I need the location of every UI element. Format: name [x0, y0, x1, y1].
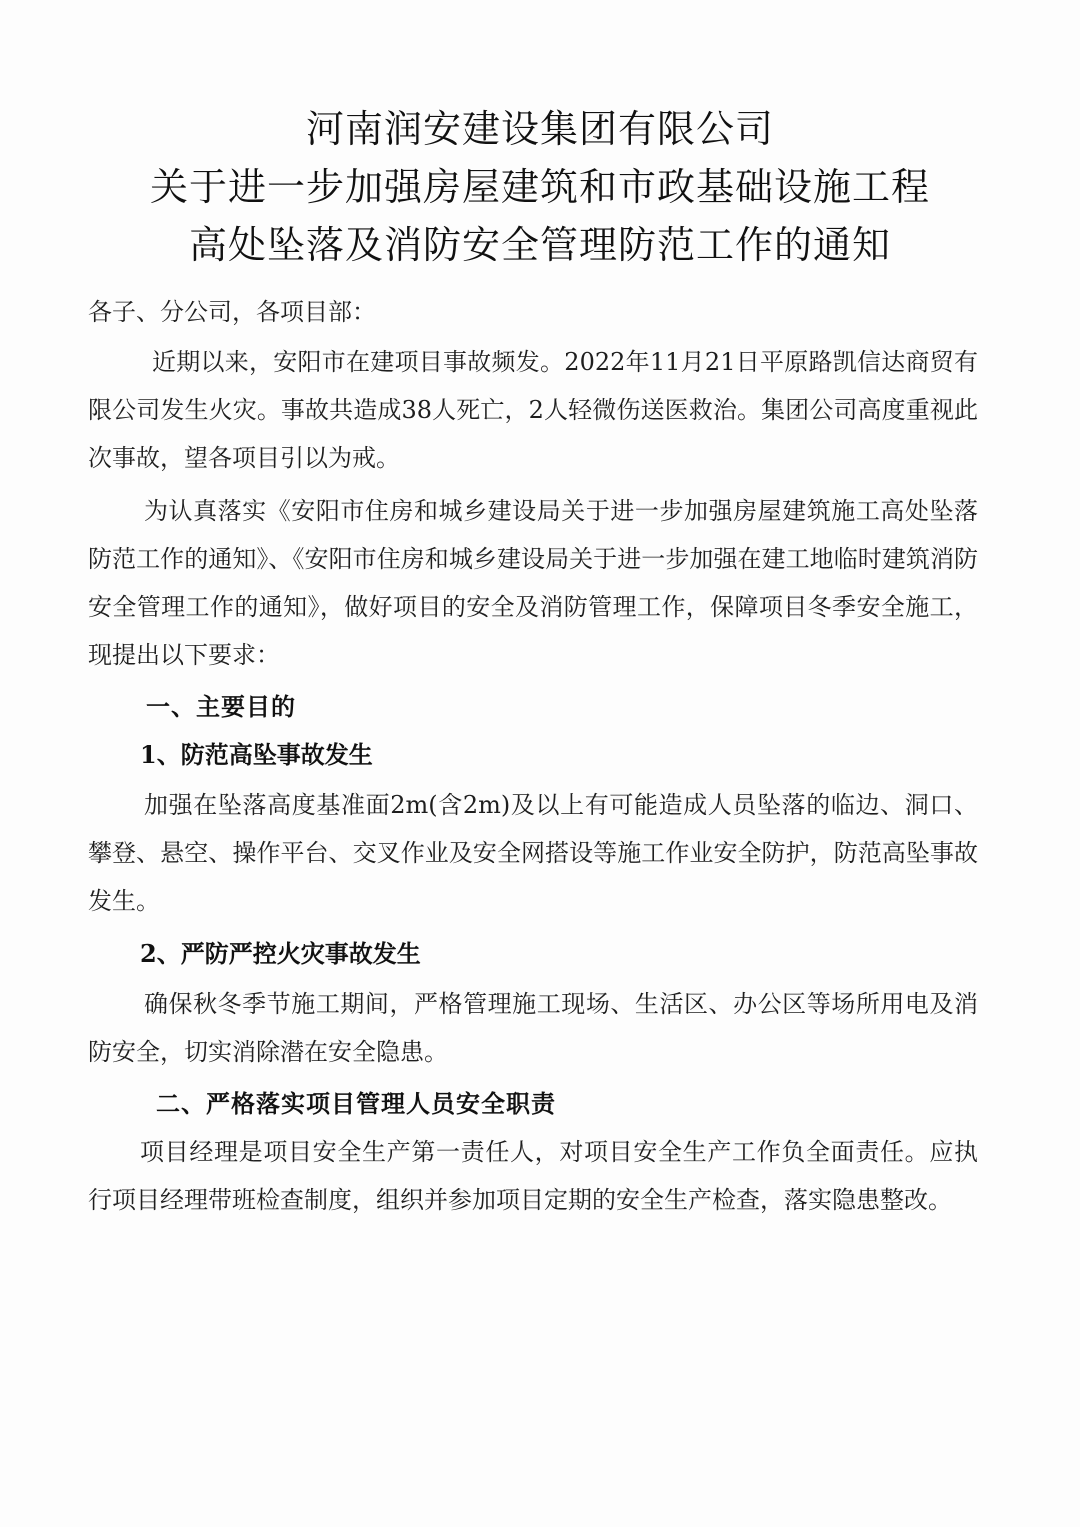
title-line-subject: 关于进一步加强房屋建筑和市政基础设施工程 [149, 165, 930, 209]
paragraph-background: 近期以来，安阳市在建项目事故频发。2022年11月21日平原路凯信达商贸有限公司发生火灾。事故共造成38人死亡，2人轻微伤送医救治。集团公司高度重视此次事故，望各项目引以为戒。 [88, 348, 978, 472]
salutation: 各子、分公司，各项目部： [88, 298, 376, 326]
item-heading-fire-prevention: 2、严防严控火灾事故发生 [140, 939, 421, 968]
paragraph-fire-prevention: 确保秋冬季节施工期间，严格管理施工现场、生活区、办公区等场所用电及消防安全，切实消除潜在安全隐患。 [88, 990, 978, 1066]
paragraph-manager-duties: 项目经理是项目安全生产第一责任人，对项目安全生产工作负全面责任。应执行项目经理带班检查制度，组织并参加项目定期的安全生产检查，落实隐患整改。 [88, 1138, 978, 1214]
title-line-company: 河南润安建设集团有限公司 [305, 107, 774, 151]
paragraph-fall-prevention: 加强在坠落高度基准面2m(含2m)及以上有可能造成人员坠落的临边、洞口、攀登、悬空、操作平台、交叉作业及安全网搭设等施工作业安全防护，防范高坠事故发生。 [88, 791, 978, 915]
document-title [60, 100, 1020, 274]
title-line-topic: 高处坠落及消防安全管理防范工作的通知 [188, 223, 891, 267]
paragraph-purpose: 为认真落实《安阳市住房和城乡建设局关于进一步加强房屋建筑施工高处坠落防范工作的通知》、《安阳市住房和城乡建设局关于进一步加强在建工地临时建筑消防安全管理工作的通知》，做好项目的安全及消防管理工作，保障项目冬季安全施工，现提出以下要求： [88, 497, 978, 669]
section-heading-main-purpose: 一、主要目的 [146, 692, 296, 721]
section-heading-manager-duties: 二、严格落实项目管理人员安全职责 [156, 1089, 556, 1118]
item-heading-fall-prevention: 1、防范高坠事故发生 [140, 740, 373, 769]
